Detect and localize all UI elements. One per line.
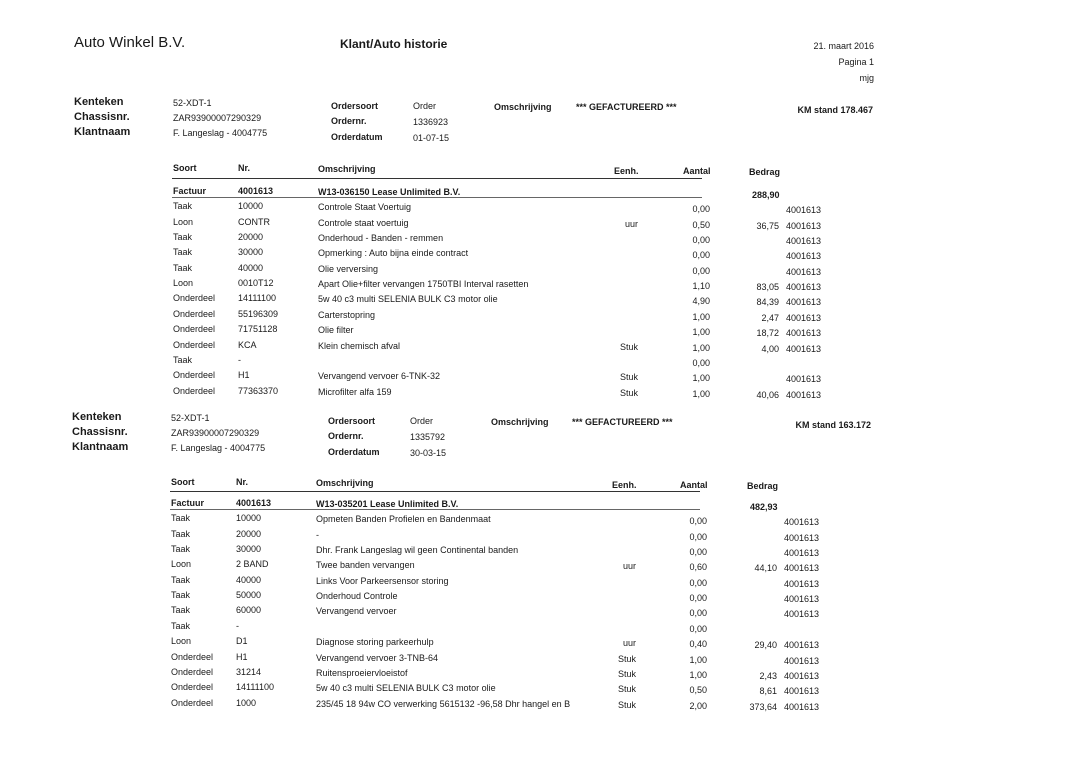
row-eenh: Stuk <box>619 372 638 382</box>
page-number: Pagina 1 <box>838 57 874 67</box>
ordersoort-label: Ordersoort <box>331 101 379 111</box>
row-soort: Loon <box>171 636 192 646</box>
row-nr: 10000 <box>236 513 262 523</box>
row-nr: 50000 <box>236 590 262 600</box>
row-bedrag: 18,72 <box>756 328 779 338</box>
row-soort: Taak <box>173 355 193 365</box>
km-stand: KM stand 163.172 <box>795 420 871 430</box>
row-bedrag: 40,06 <box>756 390 779 400</box>
orderdatum-label: Orderdatum <box>328 447 380 457</box>
row-soort: Taak <box>173 247 193 257</box>
row-bedrag: 4,00 <box>761 344 779 354</box>
ordernr-value: 1336923 <box>413 117 449 127</box>
row-nr: 2 BAND <box>236 559 269 569</box>
report-date: 21. maart 2016 <box>813 41 874 51</box>
row-nr: 55196309 <box>238 309 279 319</box>
row-omschrijving: Vervangend vervoer <box>316 606 397 616</box>
row-aantal: 4,90 <box>692 296 710 306</box>
row-nr: 30000 <box>238 247 264 257</box>
row-soort: Taak <box>171 575 191 585</box>
row-soort: Taak <box>173 263 193 273</box>
ordersoort-value: Order <box>410 416 434 426</box>
factuur-bedrag: 482,93 <box>750 502 778 512</box>
row-aantal: 0,00 <box>692 358 710 368</box>
orderdatum-label: Orderdatum <box>331 132 383 142</box>
row-aantal: 0,00 <box>692 266 710 276</box>
row-aantal: 1,00 <box>692 373 710 383</box>
row-nr: 20000 <box>238 232 264 242</box>
ordernr-value: 1335792 <box>410 432 446 442</box>
col-bedrag-header: Bedrag <box>749 167 781 177</box>
row-omschrijving: Klein chemisch afval <box>318 341 401 351</box>
chassisnr-label: Chassisnr. <box>74 111 130 123</box>
row-bedrag: 373,64 <box>749 702 777 712</box>
klantnaam-label: Klantnaam <box>72 441 129 453</box>
ordersoort-label: Ordersoort <box>328 416 376 426</box>
ordersoort-value: Order <box>413 101 437 111</box>
row-ref: 4001613 <box>785 251 821 261</box>
col-nr-header: Nr. <box>236 477 249 487</box>
row-aantal: 0,00 <box>692 235 710 245</box>
col-eenh-header: Eenh. <box>612 480 637 490</box>
row-ref: 4001613 <box>785 297 821 307</box>
row-aantal: 1,00 <box>692 343 710 353</box>
row-nr: 40000 <box>238 263 264 273</box>
row-ref: 4001613 <box>783 609 819 619</box>
row-nr: 20000 <box>236 529 262 539</box>
row-bedrag: 84,39 <box>756 297 779 307</box>
row-bedrag: 29,40 <box>754 640 777 650</box>
row-nr: 10000 <box>238 201 264 211</box>
order-status: *** GEFACTUREERD *** <box>576 102 677 112</box>
row-soort: Onderdeel <box>173 293 216 303</box>
omschrijving-label: Omschrijving <box>494 102 552 112</box>
row-aantal: 0,00 <box>692 204 710 214</box>
company-name: Auto Winkel B.V. <box>74 34 186 51</box>
omschrijving-label: Omschrijving <box>491 417 549 427</box>
row-aantal: 1,00 <box>692 389 710 399</box>
row-eenh: uur <box>624 219 638 229</box>
row-bedrag: 44,10 <box>754 563 777 573</box>
row-omschrijving: Dhr. Frank Langeslag wil geen Continental banden <box>316 545 519 555</box>
row-soort: Onderdeel <box>173 324 216 334</box>
row-aantal: 0,50 <box>692 220 710 230</box>
row-eenh: Stuk <box>617 669 636 679</box>
col-nr-header: Nr. <box>238 163 251 173</box>
row-ref: 4001613 <box>785 344 821 354</box>
row-soort: Loon <box>173 278 194 288</box>
row-ref: 4001613 <box>785 313 821 323</box>
row-omschrijving: 5w 40 c3 multi SELENIA BULK C3 motor olie <box>316 683 496 693</box>
klantnaam-label: Klantnaam <box>74 126 131 138</box>
row-ref: 4001613 <box>783 640 819 650</box>
factuur-bedrag: 288,90 <box>752 190 780 200</box>
row-soort: Onderdeel <box>173 340 216 350</box>
row-nr: - <box>236 621 239 631</box>
row-aantal: 0,00 <box>689 593 707 603</box>
row-nr: H1 <box>238 370 250 380</box>
row-aantal: 0,00 <box>692 250 710 260</box>
km-stand: KM stand 178.467 <box>797 105 873 115</box>
col-aantal-header: Aantal <box>683 166 711 176</box>
row-soort: Taak <box>173 232 193 242</box>
row-omschrijving: Vervangend vervoer 3-TNB-64 <box>316 653 439 663</box>
user-code: mjg <box>859 73 874 83</box>
klantnaam-value: F. Langeslag - 4004775 <box>171 443 266 453</box>
row-omschrijving: Onderhoud - Banden - remmen <box>318 233 444 243</box>
row-nr: 14111100 <box>236 682 275 692</box>
row-aantal: 0,50 <box>689 685 707 695</box>
kenteken-label: Kenteken <box>72 411 122 423</box>
row-aantal: 1,00 <box>692 312 710 322</box>
col-aantal-header: Aantal <box>680 480 708 490</box>
ordernr-label: Ordernr. <box>331 116 367 126</box>
row-soort: Taak <box>171 590 191 600</box>
report-title: Klant/Auto historie <box>340 37 448 51</box>
order-status: *** GEFACTUREERD *** <box>572 417 673 427</box>
col-bedrag-header: Bedrag <box>747 481 779 491</box>
factuur-omschrijving: W13-035201 Lease Unlimited B.V. <box>316 499 459 509</box>
row-nr: 0010T12 <box>238 278 274 288</box>
row-aantal: 0,60 <box>689 562 707 572</box>
row-ref: 4001613 <box>785 267 821 277</box>
row-aantal: 0,00 <box>689 516 707 526</box>
row-omschrijving: - <box>316 530 319 540</box>
row-omschrijving: Olie verversing <box>318 264 379 274</box>
row-nr: 40000 <box>236 575 262 585</box>
factuur-nr: 4001613 <box>236 498 272 508</box>
row-ref: 4001613 <box>783 579 819 589</box>
kenteken-label: Kenteken <box>74 96 124 108</box>
row-ref: 4001613 <box>785 221 821 231</box>
col-omschrijving-header: Omschrijving <box>316 478 374 488</box>
row-eenh: Stuk <box>619 342 638 352</box>
row-ref: 4001613 <box>785 390 821 400</box>
row-omschrijving: Onderhoud Controle <box>316 591 398 601</box>
row-ref: 4001613 <box>785 328 821 338</box>
row-omschrijving: Controle staat voertuig <box>318 218 409 228</box>
row-aantal: 2,00 <box>689 701 707 711</box>
row-aantal: 0,00 <box>689 547 707 557</box>
factuur-omschrijving: W13-036150 Lease Unlimited B.V. <box>318 187 461 197</box>
row-nr: 1000 <box>236 698 257 708</box>
header-divider <box>170 491 700 492</box>
row-omschrijving: Opmerking : Auto bijna einde contract <box>318 248 469 258</box>
row-omschrijving: 5w 40 c3 multi SELENIA BULK C3 motor olie <box>318 294 498 304</box>
row-soort: Taak <box>171 605 191 615</box>
row-soort: Onderdeel <box>173 370 216 380</box>
orderdatum-value: 01-07-15 <box>413 133 450 143</box>
row-omschrijving: 235/45 18 94w CO verwerking 5615132 -96,58 Dhr hangel en B <box>316 699 571 709</box>
row-soort: Taak <box>173 201 193 211</box>
chassisnr-value: ZAR93900007290329 <box>173 113 262 123</box>
row-omschrijving: Diagnose storing parkeerhulp <box>316 637 434 647</box>
row-soort: Onderdeel <box>171 698 214 708</box>
row-nr: 14111100 <box>238 293 277 303</box>
row-nr: 31214 <box>236 667 262 677</box>
row-eenh: Stuk <box>617 700 636 710</box>
row-bedrag: 36,75 <box>756 221 779 231</box>
header-divider <box>172 178 702 179</box>
row-nr: 60000 <box>236 605 262 615</box>
kenteken-value: 52-XDT-1 <box>173 98 212 108</box>
row-ref: 4001613 <box>783 656 819 666</box>
row-soort: Taak <box>171 529 191 539</box>
row-soort: Taak <box>171 513 191 523</box>
row-soort: Onderdeel <box>171 652 214 662</box>
row-eenh: uur <box>622 561 636 571</box>
row-soort: Onderdeel <box>173 386 216 396</box>
row-aantal: 1,00 <box>689 655 707 665</box>
row-nr: - <box>238 355 241 365</box>
chassisnr-value: ZAR93900007290329 <box>171 428 260 438</box>
row-soort: Onderdeel <box>171 667 214 677</box>
factuur-divider <box>170 509 700 510</box>
row-omschrijving: Links Voor Parkeersensor storing <box>316 576 449 586</box>
row-ref: 4001613 <box>783 548 819 558</box>
row-soort: Onderdeel <box>171 682 214 692</box>
row-omschrijving: Apart Olie+filter vervangen 1750TBI Interval rasetten <box>318 279 529 289</box>
row-bedrag: 8,61 <box>759 686 777 696</box>
row-aantal: 1,10 <box>692 281 710 291</box>
orderdatum-value: 30-03-15 <box>410 448 447 458</box>
row-ref: 4001613 <box>783 533 819 543</box>
row-nr: D1 <box>236 636 248 646</box>
row-omschrijving: Carterstopring <box>318 310 376 320</box>
row-nr: CONTR <box>238 217 270 227</box>
row-ref: 4001613 <box>783 671 819 681</box>
row-aantal: 0,00 <box>689 624 707 634</box>
row-aantal: 1,00 <box>692 327 710 337</box>
row-aantal: 0,00 <box>689 608 707 618</box>
row-bedrag: 83,05 <box>756 282 779 292</box>
row-ref: 4001613 <box>783 594 819 604</box>
col-soort-header: Soort <box>171 477 195 487</box>
row-omschrijving: Microfilter alfa 159 <box>318 387 392 397</box>
row-aantal: 1,00 <box>689 670 707 680</box>
row-soort: Taak <box>171 544 191 554</box>
row-omschrijving: Opmeten Banden Profielen en Bandenmaat <box>316 514 491 524</box>
row-omschrijving: Ruitensproeiervloeistof <box>316 668 408 678</box>
col-omschrijving-header: Omschrijving <box>318 164 376 174</box>
row-ref: 4001613 <box>783 517 819 527</box>
row-aantal: 0,00 <box>689 532 707 542</box>
factuur-soort: Factuur <box>171 498 205 508</box>
row-nr: 71751128 <box>238 324 278 334</box>
row-ref: 4001613 <box>783 686 819 696</box>
row-nr: H1 <box>236 652 248 662</box>
klantnaam-value: F. Langeslag - 4004775 <box>173 128 268 138</box>
row-omschrijving: Controle Staat Voertuig <box>318 202 412 212</box>
row-omschrijving: Olie filter <box>318 325 354 335</box>
factuur-divider <box>172 197 702 198</box>
row-soort: Onderdeel <box>173 309 216 319</box>
row-nr: 77363370 <box>238 386 279 396</box>
ordernr-label: Ordernr. <box>328 431 364 441</box>
row-bedrag: 2,43 <box>759 671 777 681</box>
row-nr: 30000 <box>236 544 262 554</box>
row-aantal: 0,40 <box>689 639 707 649</box>
kenteken-value: 52-XDT-1 <box>171 413 210 423</box>
row-eenh: Stuk <box>617 654 636 664</box>
row-soort: Loon <box>171 559 192 569</box>
factuur-soort: Factuur <box>173 186 207 196</box>
row-ref: 4001613 <box>785 236 821 246</box>
row-ref: 4001613 <box>785 205 821 215</box>
row-ref: 4001613 <box>783 563 819 573</box>
row-soort: Taak <box>171 621 191 631</box>
row-bedrag: 2,47 <box>761 313 779 323</box>
row-ref: 4001613 <box>783 702 819 712</box>
col-eenh-header: Eenh. <box>614 166 639 176</box>
row-nr: KCA <box>238 340 257 350</box>
row-soort: Loon <box>173 217 194 227</box>
row-ref: 4001613 <box>785 282 821 292</box>
row-omschrijving: Twee banden vervangen <box>316 560 415 570</box>
chassisnr-label: Chassisnr. <box>72 426 128 438</box>
row-omschrijving: Vervangend vervoer 6-TNK-32 <box>318 371 441 381</box>
row-eenh: uur <box>622 638 636 648</box>
row-ref: 4001613 <box>785 374 821 384</box>
row-eenh: Stuk <box>617 684 636 694</box>
factuur-nr: 4001613 <box>238 186 274 196</box>
row-eenh: Stuk <box>619 388 638 398</box>
col-soort-header: Soort <box>173 163 197 173</box>
row-aantal: 0,00 <box>689 578 707 588</box>
